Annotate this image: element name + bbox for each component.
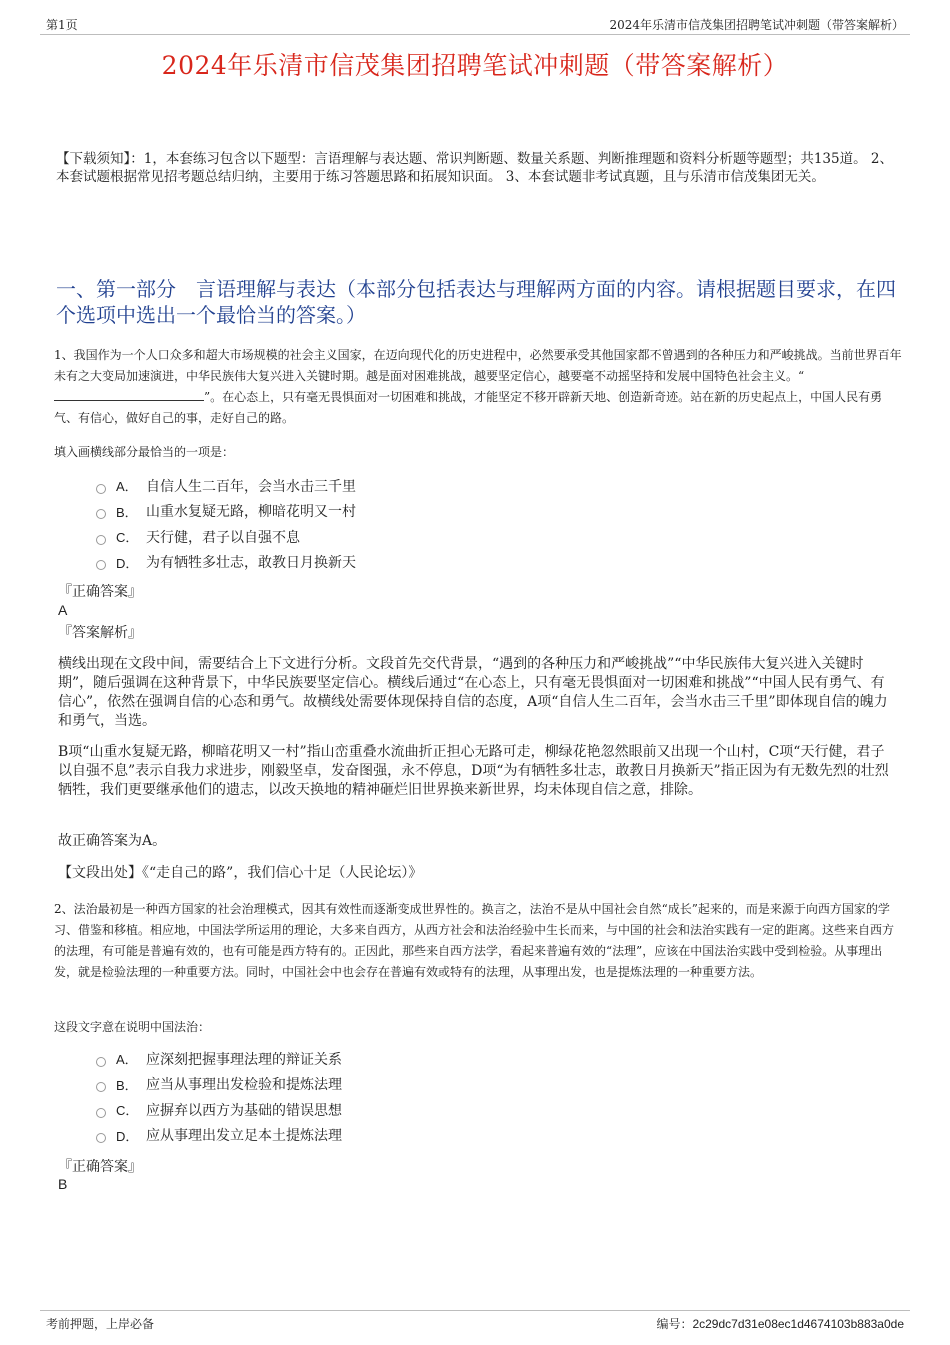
question-1-answer: A <box>58 602 68 618</box>
question-1-prompt: 填入画横线部分最恰当的一项是： <box>54 445 235 459</box>
footer-code-label: 编号： <box>656 1317 693 1331</box>
page-footer <box>40 1310 910 1333</box>
question-2-option-a[interactable]: A． 应深刻把握事理法理的辩证关系 <box>96 1046 342 1072</box>
question-2-option-c[interactable]: C． 应摒弃以西方为基础的错误思想 <box>96 1097 342 1123</box>
radio-icon[interactable] <box>96 1082 106 1092</box>
header-doc-title: 2024年乐清市信茂集团招聘笔试冲刺题（带答案解析） <box>609 18 904 32</box>
question-1-text-after: ”。在心态上，只有毫无畏惧面对一切困难和挑战，才能坚定不移开辟新天地、创造新奇迹。站在新的历史起点上，中国人民有勇气、有信心，做好自己的事，走好自己的路。 <box>54 390 883 425</box>
question-1-conclusion: 故正确答案为A。 <box>58 833 167 849</box>
radio-icon[interactable] <box>96 1108 106 1118</box>
question-1-text-before: 1、我国作为一个人口众多和超大市场规模的社会主义国家，在迈向现代化的历史进程中，必然要承受其他国家都不曾遇到的各种压力和严峻挑战。当前世界百年未有之大变局加速演进，中华民族伟大复兴进入关键时期。越是面对困难挑战，越要坚定信心，越要毫不动摇坚持和发展中国特色社会主义。“ <box>54 348 902 383</box>
question-1-option-d[interactable]: D． 为有牺牲多壮志，敢教日月换新天 <box>96 550 356 576</box>
question-2-options <box>96 1046 342 1148</box>
fill-blank <box>54 388 204 401</box>
question-1-analysis-paragraph-2: B项“山重水复疑无路，柳暗花明又一村”指山峦重叠水流曲折正担心无路可走，柳绿花艳忽然眼前又出现一个山村，C项“天行健，君子以自强不息”表示自我力求进步，刚毅坚卓，发奋图强，永不停息，D项“为有牺牲多壮志，敢教日月换新天”指正因为有无数先烈的壮烈牺牲，我们更要继承他们的遗志，以改天换地的精神砸烂旧世界换来新世界，均未体现自信之意，排除。 <box>58 744 889 798</box>
section-heading: 一、第一部分 言语理解与表达（本部分包括表达与理解两方面的内容。请根据题目要求，在四个选项中选出一个最恰当的答案。） <box>56 277 896 327</box>
question-1-answer-label: 『正确答案』 <box>58 584 142 600</box>
footer-code-value: 2c29dc7d31e08ec1d4674103b883a0de <box>692 1317 904 1331</box>
question-2-answer: B <box>58 1176 68 1192</box>
page-title: 2024年乐清市信茂集团招聘笔试冲刺题（带答案解析） <box>161 51 789 80</box>
question-1-option-a[interactable]: A． 自信人生二百年，会当水击三千里 <box>96 473 356 499</box>
question-1-options <box>96 473 356 575</box>
footer-code <box>656 1315 904 1332</box>
question-1-analysis-label: 『答案解析』 <box>58 625 142 641</box>
page-number: 第1页 <box>46 18 78 32</box>
question-2-option-b[interactable]: B． 应当从事理出发检验和提炼法理 <box>96 1072 342 1098</box>
radio-icon[interactable] <box>96 509 106 519</box>
question-2-answer-label: 『正确答案』 <box>58 1159 142 1175</box>
radio-icon[interactable] <box>96 1057 106 1067</box>
question-2-text: 2、法治最初是一种西方国家的社会治理模式，因其有效性而逐渐变成世界性的。换言之，法治不是从中国社会自然“成长”起来的，而是来源于向西方国家的学习、借鉴和移植。相应地，中国法学所运用的理论，大多来自西方，从西方社会和法治经验中生长而来，与中国的社会和法治实践有一定的距离。这些来自西方的法理，有可能是普遍有效的，也有可能是西方特有的。正因此，那些来自西方法学，看起来普遍有效的“法理”，应该在中国法治实践中受到检验。从事理出发，就是检验法理的一种重要方法。同时，中国社会中也会存在普遍有效或特有的法理，从事理出发，也是提炼法理的一种重要方法。 <box>54 902 895 979</box>
question-2-option-d[interactable]: D． 应从事理出发立足本土提炼法理 <box>96 1123 342 1149</box>
question-1-option-c[interactable]: C． 天行健，君子以自强不息 <box>96 524 356 550</box>
question-1-text <box>54 345 902 429</box>
question-1-option-b[interactable]: B． 山重水复疑无路，柳暗花明又一村 <box>96 499 356 525</box>
radio-icon[interactable] <box>96 1133 106 1143</box>
page-header <box>40 14 910 35</box>
question-1-source: 【文段出处】《“走自己的路”，我们信心十足（人民论坛）》 <box>58 865 423 881</box>
question-2-prompt: 这段文字意在说明中国法治： <box>54 1020 211 1034</box>
radio-icon[interactable] <box>96 535 106 545</box>
radio-icon[interactable] <box>96 484 106 494</box>
radio-icon[interactable] <box>96 560 106 570</box>
download-notice: 【下载须知】：1，本套练习包含以下题型：言语理解与表达题、常识判断题、数量关系题、判断推理题和资料分析题等题型；共135道。 2、本套试题根据常见招考题总结归纳，主要用于练习答题思路和拓展知识面。 3、本套试题非考试真题，且与乐清市信茂集团无关。 <box>56 151 893 185</box>
question-1-analysis-paragraph-1: 横线出现在文段中间，需要结合上下文进行分析。文段首先交代背景，“遇到的各种压力和严峻挑战”“中华民族伟大复兴进入关键时期”，随后强调在这种背景下，中华民族要坚定信心。横线后通过“在心态上，只有毫无畏惧面对一切困难和挑战”“中国人民有勇气、有信心”，依然在强调自信的心态和勇气。故横线处需要体现保持自信的态度，A项“自信人生二百年，会当水击三千里”即体现自信的魄力和勇气，当选。 <box>58 656 888 729</box>
footer-slogan: 考前押题，上岸必备 <box>46 1317 155 1331</box>
